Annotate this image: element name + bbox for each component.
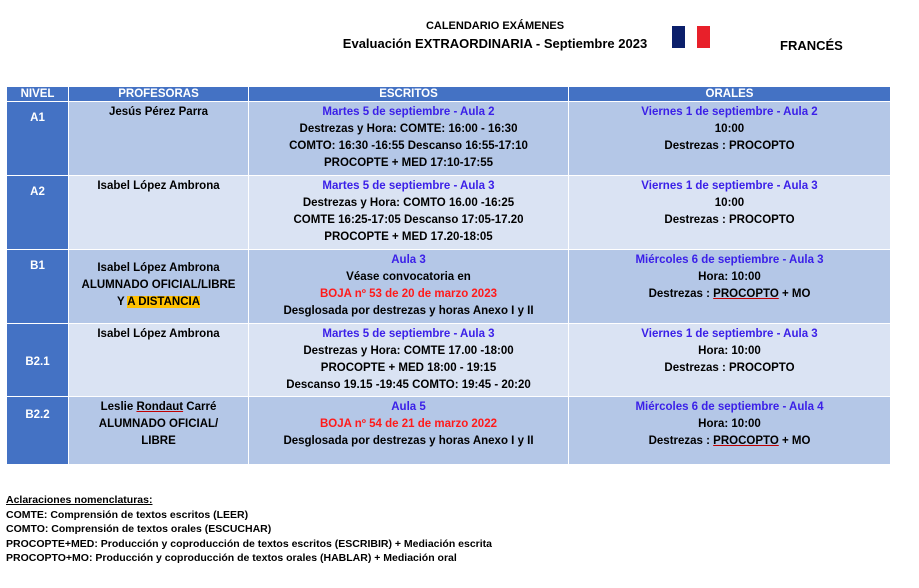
oral-exam-date: Miércoles 6 de septiembre - Aula 3 <box>635 254 824 266</box>
boja-reference: BOJA nº 54 de 21 de marzo 2022 <box>320 418 497 430</box>
oral-exam-line: Hora: 10:00 <box>698 418 761 430</box>
distance-highlight: A DISTANCIA <box>127 296 201 308</box>
skills-underlined: PROCOPTO <box>713 435 779 447</box>
written-exam-line: Descanso 19.15 -19:45 COMTO: 19:45 - 20:20 <box>286 379 531 391</box>
table-row <box>7 102 891 176</box>
written-exam-cell <box>249 102 569 176</box>
oral-exam-cell <box>569 324 891 397</box>
oral-exam-line: Hora: 10:00 <box>698 345 761 357</box>
student-type: ALUMNADO OFICIAL/LIBRE <box>81 279 236 291</box>
table-header-row <box>7 87 891 102</box>
written-exam-line: Destrezas y Hora: COMTE 17.00 -18:00 <box>303 345 514 357</box>
teacher-name <box>72 399 245 416</box>
teacher-name: Isabel López Ambrona <box>97 328 220 340</box>
note-item: PROCOPTO+MO: Producción y coproducción de textos orales (HABLAR) + Mediación oral <box>6 552 457 564</box>
teacher-name: Isabel López Ambrona <box>97 262 220 274</box>
oral-exam-cell <box>569 397 891 465</box>
written-exam-line: Véase convocatoria en <box>346 271 471 283</box>
oral-exam-date: Viernes 1 de septiembre - Aula 2 <box>641 106 818 118</box>
table-row <box>7 250 891 324</box>
written-exam-cell <box>249 397 569 465</box>
language-label: FRANCÉS <box>780 38 843 53</box>
note-item: COMTO: Comprensión de textos orales (ESCUCHAR) <box>6 523 272 535</box>
level-cell: A1 <box>7 102 69 176</box>
teacher-surname-underlined: Rondaut <box>136 401 184 413</box>
written-exam-cell <box>249 324 569 397</box>
col-header-nivel: NIVEL <box>7 87 69 102</box>
written-exam-line: PROCOPTE + MED 17.20-18:05 <box>324 231 493 243</box>
table-row <box>7 176 891 250</box>
written-exam-line: Desglosada por destrezas y horas Anexo I y II <box>283 435 534 447</box>
written-exam-line: Destrezas y Hora: COMTE: 16:00 - 16:30 <box>299 123 518 135</box>
written-exam-date: Martes 5 de septiembre - Aula 3 <box>322 328 495 340</box>
teacher-cell <box>69 102 249 176</box>
teacher-surname-suffix: Carré <box>183 401 217 413</box>
level-cell: A2 <box>7 176 69 250</box>
oral-exam-cell <box>569 102 891 176</box>
written-exam-date: Aula 5 <box>391 401 426 413</box>
teacher-cell <box>69 176 249 250</box>
oral-exam-line: 10:00 <box>714 123 745 135</box>
level-cell: B2.1 <box>7 324 69 397</box>
level-cell: B2.2 <box>7 397 69 465</box>
note-item: COMTE: Comprensión de textos escritos (LEER) <box>6 508 249 521</box>
oral-exam-date: Viernes 1 de septiembre - Aula 3 <box>641 180 818 192</box>
student-type-prefix: Y <box>116 296 128 308</box>
written-exam-line: PROCOPTE + MED 17:10-17:55 <box>323 157 494 169</box>
exam-calendar-table <box>6 86 891 465</box>
table-row <box>7 397 891 465</box>
written-exam-cell <box>249 176 569 250</box>
student-type: ALUMNADO OFICIAL/ <box>98 418 219 430</box>
oral-exam-cell <box>569 250 891 324</box>
written-exam-line: COMTE 16:25-17:05 Descanso 17:05-17.20 <box>293 214 524 226</box>
skills-suffix: + MO <box>778 288 811 300</box>
table-row <box>7 324 891 397</box>
teacher-name: Isabel López Ambrona <box>97 180 220 192</box>
written-exam-date: Martes 5 de septiembre - Aula 2 <box>322 106 495 118</box>
oral-exam-line: Destrezas : PROCOPTO <box>664 362 795 374</box>
teacher-name: Jesús Pérez Parra <box>108 106 209 118</box>
written-exam-line: PROCOPTE + MED 18:00 - 19:15 <box>320 362 497 374</box>
nomenclature-notes <box>6 493 492 566</box>
written-exam-date: Aula 3 <box>391 254 426 266</box>
skills-prefix: Destrezas : <box>648 288 714 300</box>
skills-suffix: + MO <box>778 435 811 447</box>
written-exam-line: COMTO: 16:30 -16:55 Descanso 16:55-17:10 <box>289 140 528 152</box>
oral-exam-line: Destrezas : PROCOPTO <box>664 140 795 152</box>
student-type <box>72 294 245 311</box>
note-item: PROCOPTE+MED: Producción y coproducción de textos escritos (ESCRIBIR) + Mediación escrita <box>6 537 493 550</box>
written-exam-line: Destrezas y Hora: COMTO 16.00 -16:25 <box>302 197 515 209</box>
page-subtitle: Evaluación EXTRAORDINARIA - Septiembre 2023 <box>342 36 648 51</box>
student-type: LIBRE <box>141 435 176 447</box>
col-header-profesoras: PROFESORAS <box>69 87 249 102</box>
skills-underlined: PROCOPTO <box>713 288 779 300</box>
teacher-cell <box>69 250 249 324</box>
france-flag-icon <box>672 26 710 48</box>
skills-prefix: Destrezas : <box>648 435 714 447</box>
oral-exam-line <box>572 286 887 303</box>
oral-exam-date: Viernes 1 de septiembre - Aula 3 <box>641 328 818 340</box>
oral-exam-date: Miércoles 6 de septiembre - Aula 4 <box>635 401 824 413</box>
teacher-first-name: Leslie <box>100 401 137 413</box>
written-exam-cell <box>249 250 569 324</box>
written-exam-line: Desglosada por destrezas y horas Anexo I y II <box>283 305 534 317</box>
level-cell: B1 <box>7 250 69 324</box>
oral-exam-line: 10:00 <box>714 197 745 209</box>
oral-exam-cell <box>569 176 891 250</box>
page-title: CALENDARIO EXÁMENES <box>425 20 565 32</box>
oral-exam-line <box>572 433 887 450</box>
page-header <box>0 14 919 56</box>
col-header-orales: ORALES <box>569 87 891 102</box>
written-exam-date: Martes 5 de septiembre - Aula 3 <box>322 180 495 192</box>
notes-title: Aclaraciones nomenclaturas: <box>6 494 153 506</box>
teacher-cell <box>69 397 249 465</box>
oral-exam-line: Destrezas : PROCOPTO <box>664 214 795 226</box>
col-header-escritos: ESCRITOS <box>249 87 569 102</box>
oral-exam-line: Hora: 10:00 <box>698 271 761 283</box>
teacher-cell <box>69 324 249 397</box>
boja-reference: BOJA nº 53 de 20 de marzo 2023 <box>320 288 497 300</box>
